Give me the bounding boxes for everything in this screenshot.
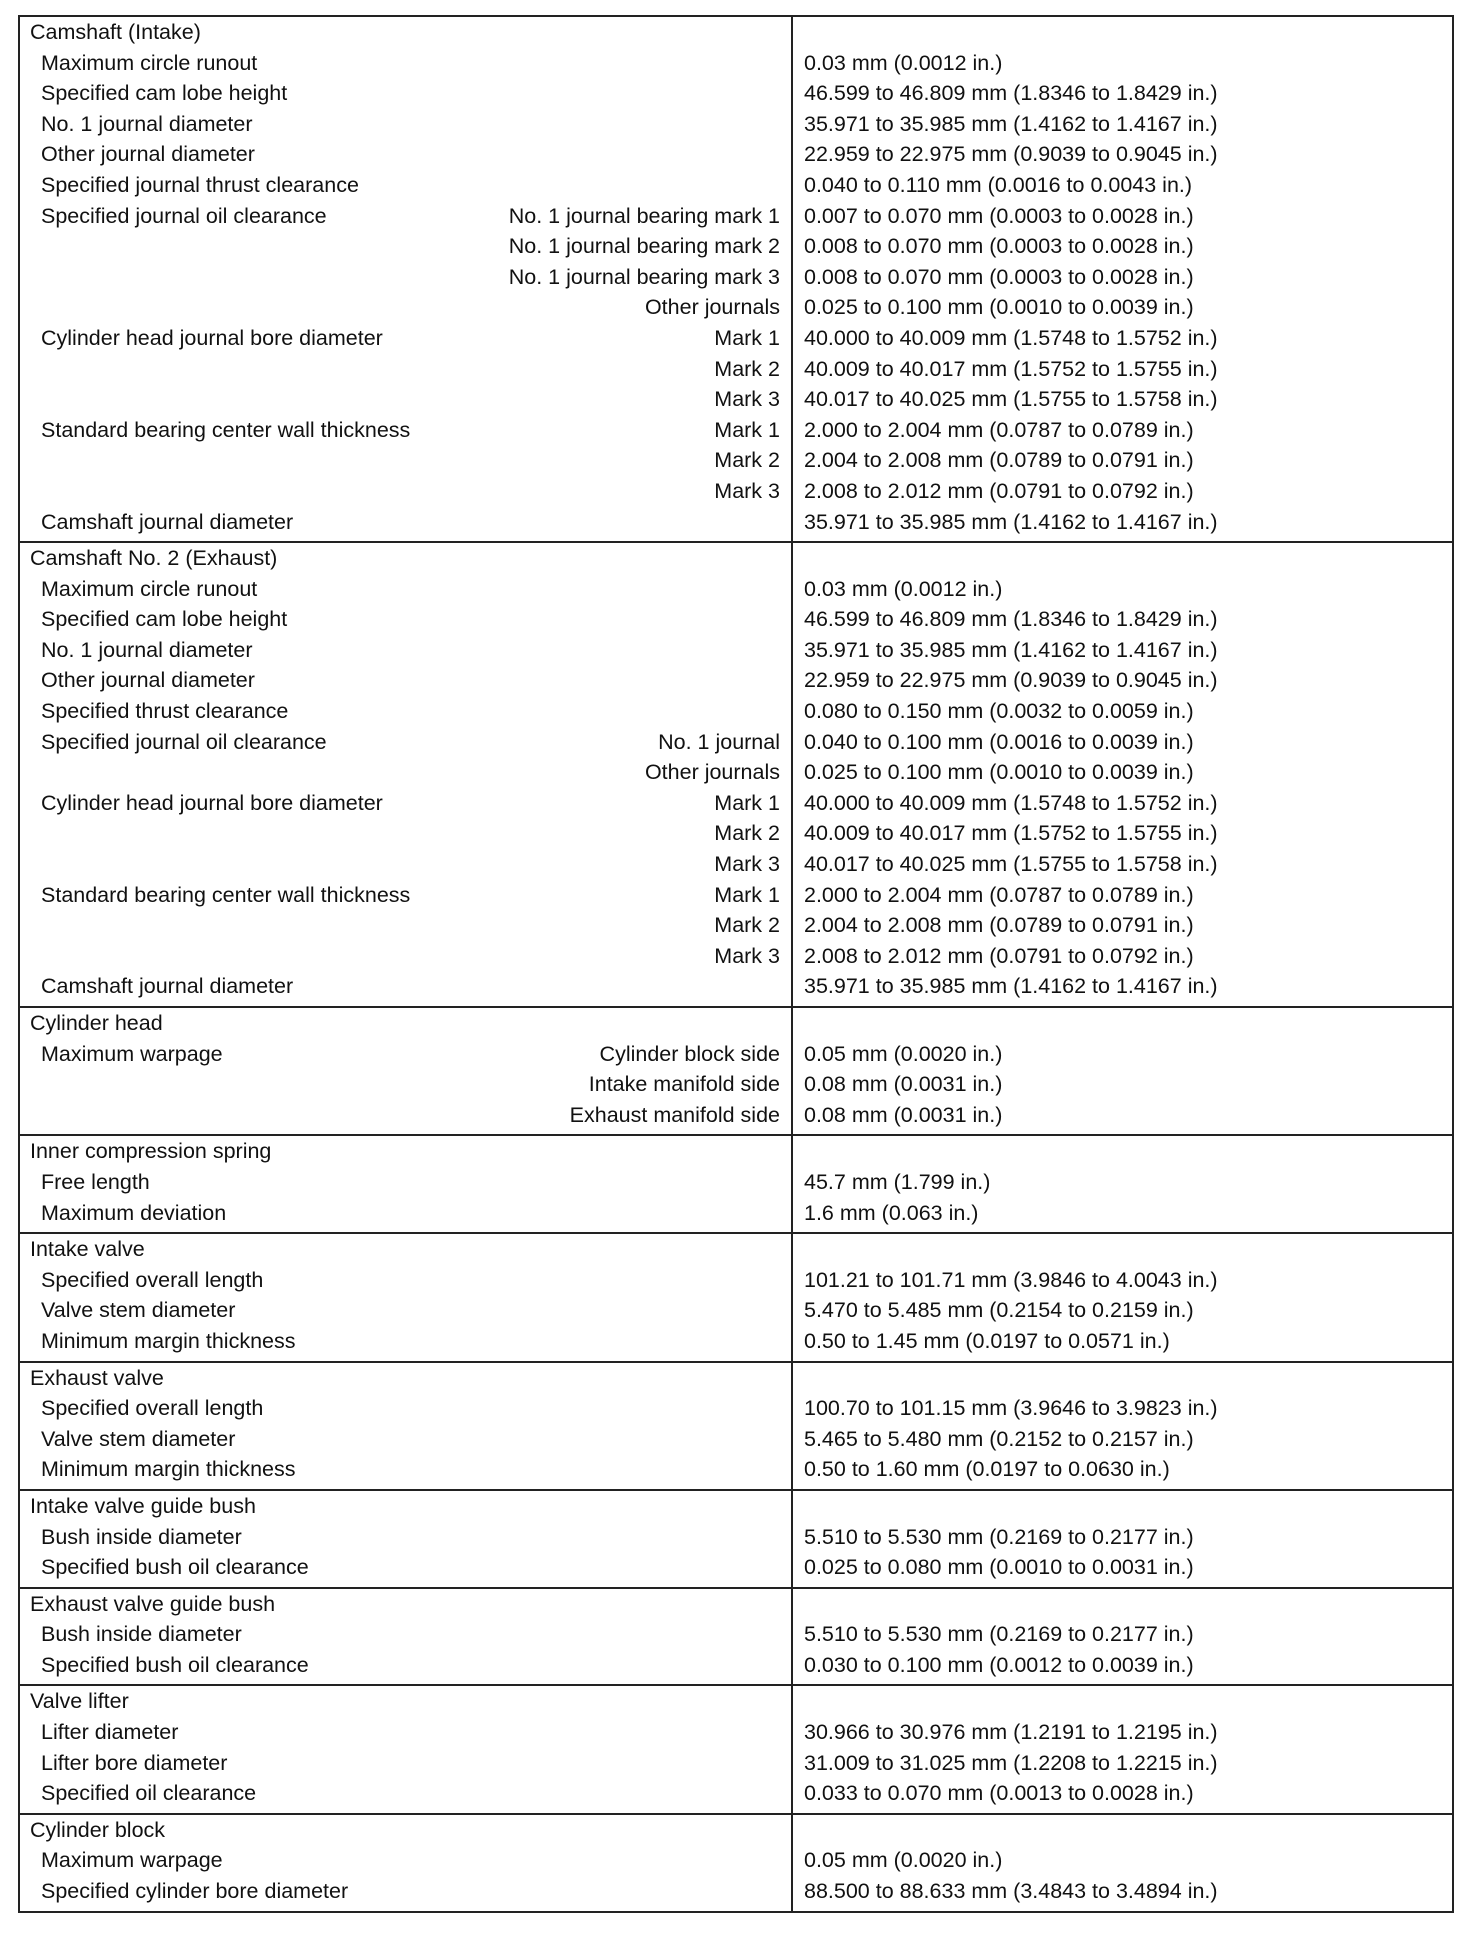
- spec-label-cell: [19, 788, 792, 819]
- spec-label: Specified cam lobe height: [41, 81, 288, 106]
- spec-value: 0.008 to 0.070 mm (0.0003 to 0.0028 in.): [804, 264, 1194, 289]
- spec-value: 0.08 mm (0.0031 in.): [804, 1072, 1003, 1097]
- spec-row: [19, 1039, 1453, 1070]
- section-heading-cell: [19, 1814, 792, 1846]
- spec-row: [19, 849, 1453, 880]
- spec-label: Cylinder head journal bore diameter: [41, 790, 383, 815]
- spec-value-cell: [792, 354, 1453, 385]
- spec-value-cell: [792, 231, 1453, 262]
- spec-row: [19, 201, 1453, 232]
- spec-value-cell: [792, 445, 1453, 476]
- spec-value: 0.03 mm (0.0012 in.): [804, 576, 1003, 601]
- spec-value: 35.971 to 35.985 mm (1.4162 to 1.4167 in.): [804, 637, 1218, 662]
- spec-value-cell: [792, 788, 1453, 819]
- section-heading-cell: [19, 1362, 792, 1394]
- section-heading-row: [19, 1135, 1453, 1167]
- section-heading-row: [19, 1588, 1453, 1620]
- section-heading-row: [19, 1490, 1453, 1522]
- spec-value-cell: [792, 415, 1453, 446]
- spec-value: 100.70 to 101.15 mm (3.9646 to 3.9823 in.): [804, 1396, 1218, 1421]
- spec-value: 2.004 to 2.008 mm (0.0789 to 0.0791 in.): [804, 448, 1194, 473]
- spec-label: Minimum margin thickness: [41, 1328, 296, 1353]
- spec-value-cell: [792, 1454, 1453, 1490]
- spec-label-cell: [19, 1295, 792, 1326]
- spec-label: Maximum deviation: [41, 1200, 227, 1225]
- spec-label: Specified bush oil clearance: [41, 1652, 309, 1677]
- spec-row: [19, 262, 1453, 293]
- spec-value-cell: [792, 1522, 1453, 1553]
- spec-value-cell: [792, 1198, 1453, 1234]
- spec-row: [19, 476, 1453, 507]
- section-heading-value-cell: [792, 16, 1453, 48]
- spec-value-cell: [792, 941, 1453, 972]
- spec-label-cell: [19, 574, 792, 605]
- spec-value-cell: [792, 818, 1453, 849]
- section-heading-cell: [19, 1233, 792, 1265]
- spec-row: [19, 1748, 1453, 1779]
- spec-value-cell: [792, 635, 1453, 666]
- spec-value: 0.05 mm (0.0020 in.): [804, 1041, 1003, 1066]
- spec-row: [19, 1454, 1453, 1490]
- spec-row: [19, 574, 1453, 605]
- spec-row: [19, 910, 1453, 941]
- spec-label-cell: [19, 1198, 792, 1234]
- spec-value-cell: [792, 1552, 1453, 1588]
- spec-condition: Mark 2: [714, 356, 780, 381]
- section-heading-row: [19, 1685, 1453, 1717]
- spec-label-cell: [19, 1326, 792, 1362]
- spec-value: 5.470 to 5.485 mm (0.2154 to 0.2159 in.): [804, 1298, 1194, 1323]
- spec-condition: Mark 2: [714, 448, 780, 473]
- spec-label-cell: [19, 384, 792, 415]
- spec-value-cell: [792, 384, 1453, 415]
- spec-row: [19, 445, 1453, 476]
- spec-row: [19, 109, 1453, 140]
- spec-row: [19, 971, 1453, 1007]
- spec-label: Standard bearing center wall thickness: [41, 417, 411, 442]
- spec-value: 46.599 to 46.809 mm (1.8346 to 1.8429 in.): [804, 607, 1218, 632]
- spec-value-cell: [792, 1778, 1453, 1814]
- spec-value-cell: [792, 1876, 1453, 1912]
- spec-row: [19, 1069, 1453, 1100]
- spec-label: Specified overall length: [41, 1267, 264, 1292]
- spec-label-cell: [19, 1424, 792, 1455]
- spec-label: Bush inside diameter: [41, 1524, 242, 1549]
- spec-value: 0.50 to 1.45 mm (0.0197 to 0.0571 in.): [804, 1328, 1170, 1353]
- spec-value-cell: [792, 1326, 1453, 1362]
- spec-value: 5.510 to 5.530 mm (0.2169 to 0.2177 in.): [804, 1622, 1194, 1647]
- spec-row: [19, 415, 1453, 446]
- spec-value: 35.971 to 35.985 mm (1.4162 to 1.4167 in.): [804, 111, 1218, 136]
- spec-row: [19, 696, 1453, 727]
- spec-row: [19, 635, 1453, 666]
- spec-value: 0.025 to 0.080 mm (0.0010 to 0.0031 in.): [804, 1555, 1194, 1580]
- spec-value: 40.017 to 40.025 mm (1.5755 to 1.5758 in.): [804, 852, 1218, 877]
- spec-value: 40.000 to 40.009 mm (1.5748 to 1.5752 in.): [804, 325, 1218, 350]
- spec-value: 2.008 to 2.012 mm (0.0791 to 0.0792 in.): [804, 478, 1194, 503]
- spec-label-cell: [19, 1650, 792, 1686]
- spec-value: 2.000 to 2.004 mm (0.0787 to 0.0789 in.): [804, 417, 1194, 442]
- spec-value: 101.21 to 101.71 mm (3.9846 to 4.0043 in.): [804, 1267, 1218, 1292]
- section-heading-value-cell: [792, 542, 1453, 574]
- spec-label-cell: [19, 1039, 792, 1070]
- spec-label-cell: [19, 78, 792, 109]
- spec-label-cell: [19, 1845, 792, 1876]
- spec-table: [18, 15, 1454, 1913]
- spec-condition: Intake manifold side: [588, 1072, 780, 1097]
- spec-label: Valve stem diameter: [41, 1298, 236, 1323]
- spec-value: 0.08 mm (0.0031 in.): [804, 1102, 1003, 1127]
- section-heading-cell: [19, 1588, 792, 1620]
- spec-label-cell: [19, 445, 792, 476]
- spec-label: Camshaft journal diameter: [41, 509, 294, 534]
- spec-label: Specified journal oil clearance: [41, 729, 327, 754]
- section-heading-value-cell: [792, 1588, 1453, 1620]
- spec-value-cell: [792, 139, 1453, 170]
- spec-value-cell: [792, 604, 1453, 635]
- spec-row: [19, 1619, 1453, 1650]
- spec-label-cell: [19, 170, 792, 201]
- spec-value-cell: [792, 476, 1453, 507]
- spec-row: [19, 384, 1453, 415]
- spec-label-cell: [19, 1069, 792, 1100]
- spec-label: Maximum warpage: [41, 1848, 223, 1873]
- spec-row: [19, 727, 1453, 758]
- spec-row: [19, 1845, 1453, 1876]
- spec-label: Specified thrust clearance: [41, 699, 289, 724]
- spec-label-cell: [19, 818, 792, 849]
- spec-row: [19, 1393, 1453, 1424]
- spec-value: 40.017 to 40.025 mm (1.5755 to 1.5758 in.): [804, 387, 1218, 412]
- spec-row: [19, 1265, 1453, 1296]
- spec-label-cell: [19, 48, 792, 79]
- spec-value-cell: [792, 78, 1453, 109]
- spec-label-cell: [19, 757, 792, 788]
- spec-condition: Mark 1: [714, 325, 780, 350]
- spec-label: Camshaft journal diameter: [41, 974, 294, 999]
- spec-condition: Exhaust manifold side: [569, 1102, 780, 1127]
- spec-label-cell: [19, 1748, 792, 1779]
- spec-row: [19, 1424, 1453, 1455]
- spec-row: [19, 1876, 1453, 1912]
- spec-label-cell: [19, 1552, 792, 1588]
- spec-label-cell: [19, 1522, 792, 1553]
- spec-label-cell: [19, 323, 792, 354]
- spec-row: [19, 788, 1453, 819]
- spec-label-cell: [19, 727, 792, 758]
- spec-value-cell: [792, 1650, 1453, 1686]
- spec-label: Maximum circle runout: [41, 576, 258, 601]
- spec-row: [19, 507, 1453, 543]
- spec-value-cell: [792, 1748, 1453, 1779]
- spec-label: Specified cylinder bore diameter: [41, 1879, 349, 1904]
- spec-row: [19, 1650, 1453, 1686]
- spec-row: [19, 78, 1453, 109]
- spec-value-cell: [792, 1167, 1453, 1198]
- spec-condition: No. 1 journal bearing mark 1: [508, 203, 780, 228]
- spec-value: 40.009 to 40.017 mm (1.5752 to 1.5755 in.): [804, 356, 1218, 381]
- spec-row: [19, 354, 1453, 385]
- spec-row: [19, 880, 1453, 911]
- spec-value: 2.008 to 2.012 mm (0.0791 to 0.0792 in.): [804, 943, 1194, 968]
- spec-label-cell: [19, 507, 792, 543]
- spec-row: [19, 48, 1453, 79]
- spec-condition: Mark 3: [714, 852, 780, 877]
- spec-label: Other journal diameter: [41, 668, 255, 693]
- spec-value-cell: [792, 1424, 1453, 1455]
- spec-condition: No. 1 journal bearing mark 2: [508, 234, 780, 259]
- section-heading: Camshaft No. 2 (Exhaust): [30, 546, 278, 571]
- spec-row: [19, 1778, 1453, 1814]
- section-heading: Intake valve guide bush: [30, 1493, 256, 1518]
- spec-label-cell: [19, 201, 792, 232]
- spec-row: [19, 1198, 1453, 1234]
- spec-value: 0.025 to 0.100 mm (0.0010 to 0.0039 in.): [804, 760, 1194, 785]
- spec-label-cell: [19, 696, 792, 727]
- section-heading-value-cell: [792, 1135, 1453, 1167]
- spec-label-cell: [19, 1717, 792, 1748]
- spec-value-cell: [792, 1039, 1453, 1070]
- spec-label-cell: [19, 1876, 792, 1912]
- spec-row: [19, 1295, 1453, 1326]
- spec-value: 1.6 mm (0.063 in.): [804, 1200, 979, 1225]
- spec-label-cell: [19, 1265, 792, 1296]
- section-heading: Intake valve: [30, 1237, 145, 1262]
- spec-condition: Other journals: [644, 295, 780, 320]
- section-heading: Cylinder block: [30, 1817, 166, 1842]
- spec-label: Bush inside diameter: [41, 1622, 242, 1647]
- spec-condition: Mark 1: [714, 882, 780, 907]
- spec-value-cell: [792, 262, 1453, 293]
- spec-value: 46.599 to 46.809 mm (1.8346 to 1.8429 in.): [804, 81, 1218, 106]
- section-heading: Camshaft (Intake): [30, 20, 201, 44]
- spec-condition: Cylinder block side: [599, 1041, 780, 1066]
- spec-value: 2.000 to 2.004 mm (0.0787 to 0.0789 in.): [804, 882, 1194, 907]
- spec-value: 31.009 to 31.025 mm (1.2208 to 1.2215 in.): [804, 1750, 1218, 1775]
- spec-value-cell: [792, 757, 1453, 788]
- spec-label-cell: [19, 604, 792, 635]
- spec-label-cell: [19, 262, 792, 293]
- spec-label: Standard bearing center wall thickness: [41, 882, 411, 907]
- spec-value: 0.025 to 0.100 mm (0.0010 to 0.0039 in.): [804, 295, 1194, 320]
- spec-label: Other journal diameter: [41, 142, 255, 167]
- spec-value: 0.033 to 0.070 mm (0.0013 to 0.0028 in.): [804, 1781, 1194, 1806]
- spec-label: Specified overall length: [41, 1396, 264, 1421]
- spec-condition: Mark 3: [714, 387, 780, 412]
- spec-label-cell: [19, 139, 792, 170]
- spec-value-cell: [792, 1393, 1453, 1424]
- spec-label-cell: [19, 971, 792, 1007]
- spec-value-cell: [792, 170, 1453, 201]
- spec-label-cell: [19, 1619, 792, 1650]
- spec-row: [19, 139, 1453, 170]
- spec-label: Lifter diameter: [41, 1720, 179, 1745]
- spec-label-cell: [19, 1778, 792, 1814]
- spec-label-cell: [19, 880, 792, 911]
- spec-label: Maximum circle runout: [41, 50, 258, 75]
- spec-value: 0.030 to 0.100 mm (0.0012 to 0.0039 in.): [804, 1652, 1194, 1677]
- spec-value: 40.009 to 40.017 mm (1.5752 to 1.5755 in.): [804, 821, 1218, 846]
- section-heading-row: [19, 1362, 1453, 1394]
- spec-row: [19, 757, 1453, 788]
- spec-value-cell: [792, 323, 1453, 354]
- spec-value: 22.959 to 22.975 mm (0.9039 to 0.9045 in.): [804, 142, 1218, 167]
- spec-row: [19, 231, 1453, 262]
- spec-value-cell: [792, 1100, 1453, 1136]
- spec-value: 0.03 mm (0.0012 in.): [804, 50, 1003, 75]
- section-heading-row: [19, 16, 1453, 48]
- spec-value: 0.008 to 0.070 mm (0.0003 to 0.0028 in.): [804, 234, 1194, 259]
- spec-value: 0.50 to 1.60 mm (0.0197 to 0.0630 in.): [804, 1457, 1170, 1482]
- section-heading-row: [19, 1233, 1453, 1265]
- spec-row: [19, 1717, 1453, 1748]
- spec-value-cell: [792, 880, 1453, 911]
- spec-value-cell: [792, 201, 1453, 232]
- spec-value-cell: [792, 1717, 1453, 1748]
- spec-label: Valve stem diameter: [41, 1426, 236, 1451]
- spec-condition: No. 1 journal: [658, 729, 780, 754]
- spec-value-cell: [792, 727, 1453, 758]
- section-heading-value-cell: [792, 1490, 1453, 1522]
- spec-row: [19, 1167, 1453, 1198]
- spec-row: [19, 941, 1453, 972]
- spec-row: [19, 1552, 1453, 1588]
- spec-label: Specified bush oil clearance: [41, 1555, 309, 1580]
- section-heading: Valve lifter: [30, 1689, 129, 1714]
- spec-value-cell: [792, 48, 1453, 79]
- spec-value: 45.7 mm (1.799 in.): [804, 1169, 991, 1194]
- spec-value-cell: [792, 971, 1453, 1007]
- section-heading-value-cell: [792, 1007, 1453, 1039]
- section-heading-cell: [19, 542, 792, 574]
- spec-value: 0.007 to 0.070 mm (0.0003 to 0.0028 in.): [804, 203, 1194, 228]
- spec-value: 35.971 to 35.985 mm (1.4162 to 1.4167 in.): [804, 509, 1218, 534]
- spec-value-cell: [792, 507, 1453, 543]
- spec-label-cell: [19, 665, 792, 696]
- spec-value-cell: [792, 1845, 1453, 1876]
- spec-value-cell: [792, 1265, 1453, 1296]
- spec-label-cell: [19, 1454, 792, 1490]
- section-heading-row: [19, 1007, 1453, 1039]
- spec-label-cell: [19, 292, 792, 323]
- spec-value: 88.500 to 88.633 mm (3.4843 to 3.4894 in.): [804, 1879, 1218, 1904]
- spec-label: Free length: [41, 1169, 150, 1194]
- spec-value: 40.000 to 40.009 mm (1.5748 to 1.5752 in.): [804, 790, 1218, 815]
- spec-value: 2.004 to 2.008 mm (0.0789 to 0.0791 in.): [804, 913, 1194, 938]
- section-heading-cell: [19, 1490, 792, 1522]
- spec-value-cell: [792, 696, 1453, 727]
- section-heading-row: [19, 542, 1453, 574]
- spec-value-cell: [792, 1295, 1453, 1326]
- section-heading-cell: [19, 1007, 792, 1039]
- spec-label: Minimum margin thickness: [41, 1457, 296, 1482]
- spec-condition: Other journals: [644, 760, 780, 785]
- spec-row: [19, 604, 1453, 635]
- spec-label: Specified journal oil clearance: [41, 203, 327, 228]
- spec-value: 0.040 to 0.100 mm (0.0016 to 0.0039 in.): [804, 729, 1194, 754]
- spec-value: 5.510 to 5.530 mm (0.2169 to 0.2177 in.): [804, 1524, 1194, 1549]
- spec-label: Specified cam lobe height: [41, 607, 288, 632]
- spec-condition: Mark 3: [714, 478, 780, 503]
- section-heading-cell: [19, 1685, 792, 1717]
- spec-value-cell: [792, 849, 1453, 880]
- spec-value: 0.040 to 0.110 mm (0.0016 to 0.0043 in.): [804, 172, 1193, 197]
- spec-label: Lifter bore diameter: [41, 1750, 228, 1775]
- spec-value-cell: [792, 910, 1453, 941]
- section-heading-value-cell: [792, 1814, 1453, 1846]
- spec-row: [19, 1100, 1453, 1136]
- spec-value-cell: [792, 1069, 1453, 1100]
- spec-value: 35.971 to 35.985 mm (1.4162 to 1.4167 in.): [804, 974, 1218, 999]
- spec-label-cell: [19, 415, 792, 446]
- spec-value: 5.465 to 5.480 mm (0.2152 to 0.2157 in.): [804, 1426, 1194, 1451]
- spec-condition: Mark 2: [714, 821, 780, 846]
- spec-label: Maximum warpage: [41, 1041, 223, 1066]
- spec-value-cell: [792, 1619, 1453, 1650]
- spec-value: 30.966 to 30.976 mm (1.2191 to 1.2195 in.): [804, 1720, 1218, 1745]
- section-heading: Exhaust valve: [30, 1365, 164, 1390]
- spec-label-cell: [19, 109, 792, 140]
- spec-label-cell: [19, 1167, 792, 1198]
- spec-label-cell: [19, 476, 792, 507]
- spec-label-cell: [19, 1100, 792, 1136]
- spec-condition: No. 1 journal bearing mark 3: [508, 264, 780, 289]
- spec-value-cell: [792, 292, 1453, 323]
- section-heading-value-cell: [792, 1685, 1453, 1717]
- spec-value-cell: [792, 574, 1453, 605]
- spec-label: Cylinder head journal bore diameter: [41, 325, 383, 350]
- spec-label-cell: [19, 941, 792, 972]
- section-heading: Inner compression spring: [30, 1139, 272, 1164]
- spec-label-cell: [19, 849, 792, 880]
- section-heading: Cylinder head: [30, 1011, 163, 1035]
- spec-label: Specified journal thrust clearance: [41, 172, 359, 197]
- spec-label: Specified oil clearance: [41, 1781, 257, 1806]
- spec-row: [19, 1326, 1453, 1362]
- spec-label: No. 1 journal diameter: [41, 111, 253, 136]
- spec-label-cell: [19, 1393, 792, 1424]
- spec-table-body: [19, 16, 1453, 1912]
- spec-value: 0.080 to 0.150 mm (0.0032 to 0.0059 in.): [804, 699, 1194, 724]
- spec-row: [19, 170, 1453, 201]
- spec-row: [19, 665, 1453, 696]
- spec-value-cell: [792, 109, 1453, 140]
- spec-condition: Mark 1: [714, 790, 780, 815]
- spec-condition: Mark 2: [714, 913, 780, 938]
- spec-condition: Mark 3: [714, 943, 780, 968]
- section-heading-value-cell: [792, 1233, 1453, 1265]
- spec-label: No. 1 journal diameter: [41, 637, 253, 662]
- spec-row: [19, 818, 1453, 849]
- spec-condition: Mark 1: [714, 417, 780, 442]
- spec-value: 0.05 mm (0.0020 in.): [804, 1848, 1003, 1873]
- spec-label-cell: [19, 354, 792, 385]
- spec-row: [19, 292, 1453, 323]
- section-heading-value-cell: [792, 1362, 1453, 1394]
- spec-value-cell: [792, 665, 1453, 696]
- section-heading-row: [19, 1814, 1453, 1846]
- spec-label-cell: [19, 910, 792, 941]
- section-heading-cell: [19, 16, 792, 48]
- spec-label-cell: [19, 231, 792, 262]
- spec-label-cell: [19, 635, 792, 666]
- section-heading: Exhaust valve guide bush: [30, 1591, 276, 1616]
- spec-row: [19, 1522, 1453, 1553]
- spec-row: [19, 323, 1453, 354]
- spec-value: 22.959 to 22.975 mm (0.9039 to 0.9045 in.): [804, 668, 1218, 693]
- section-heading-cell: [19, 1135, 792, 1167]
